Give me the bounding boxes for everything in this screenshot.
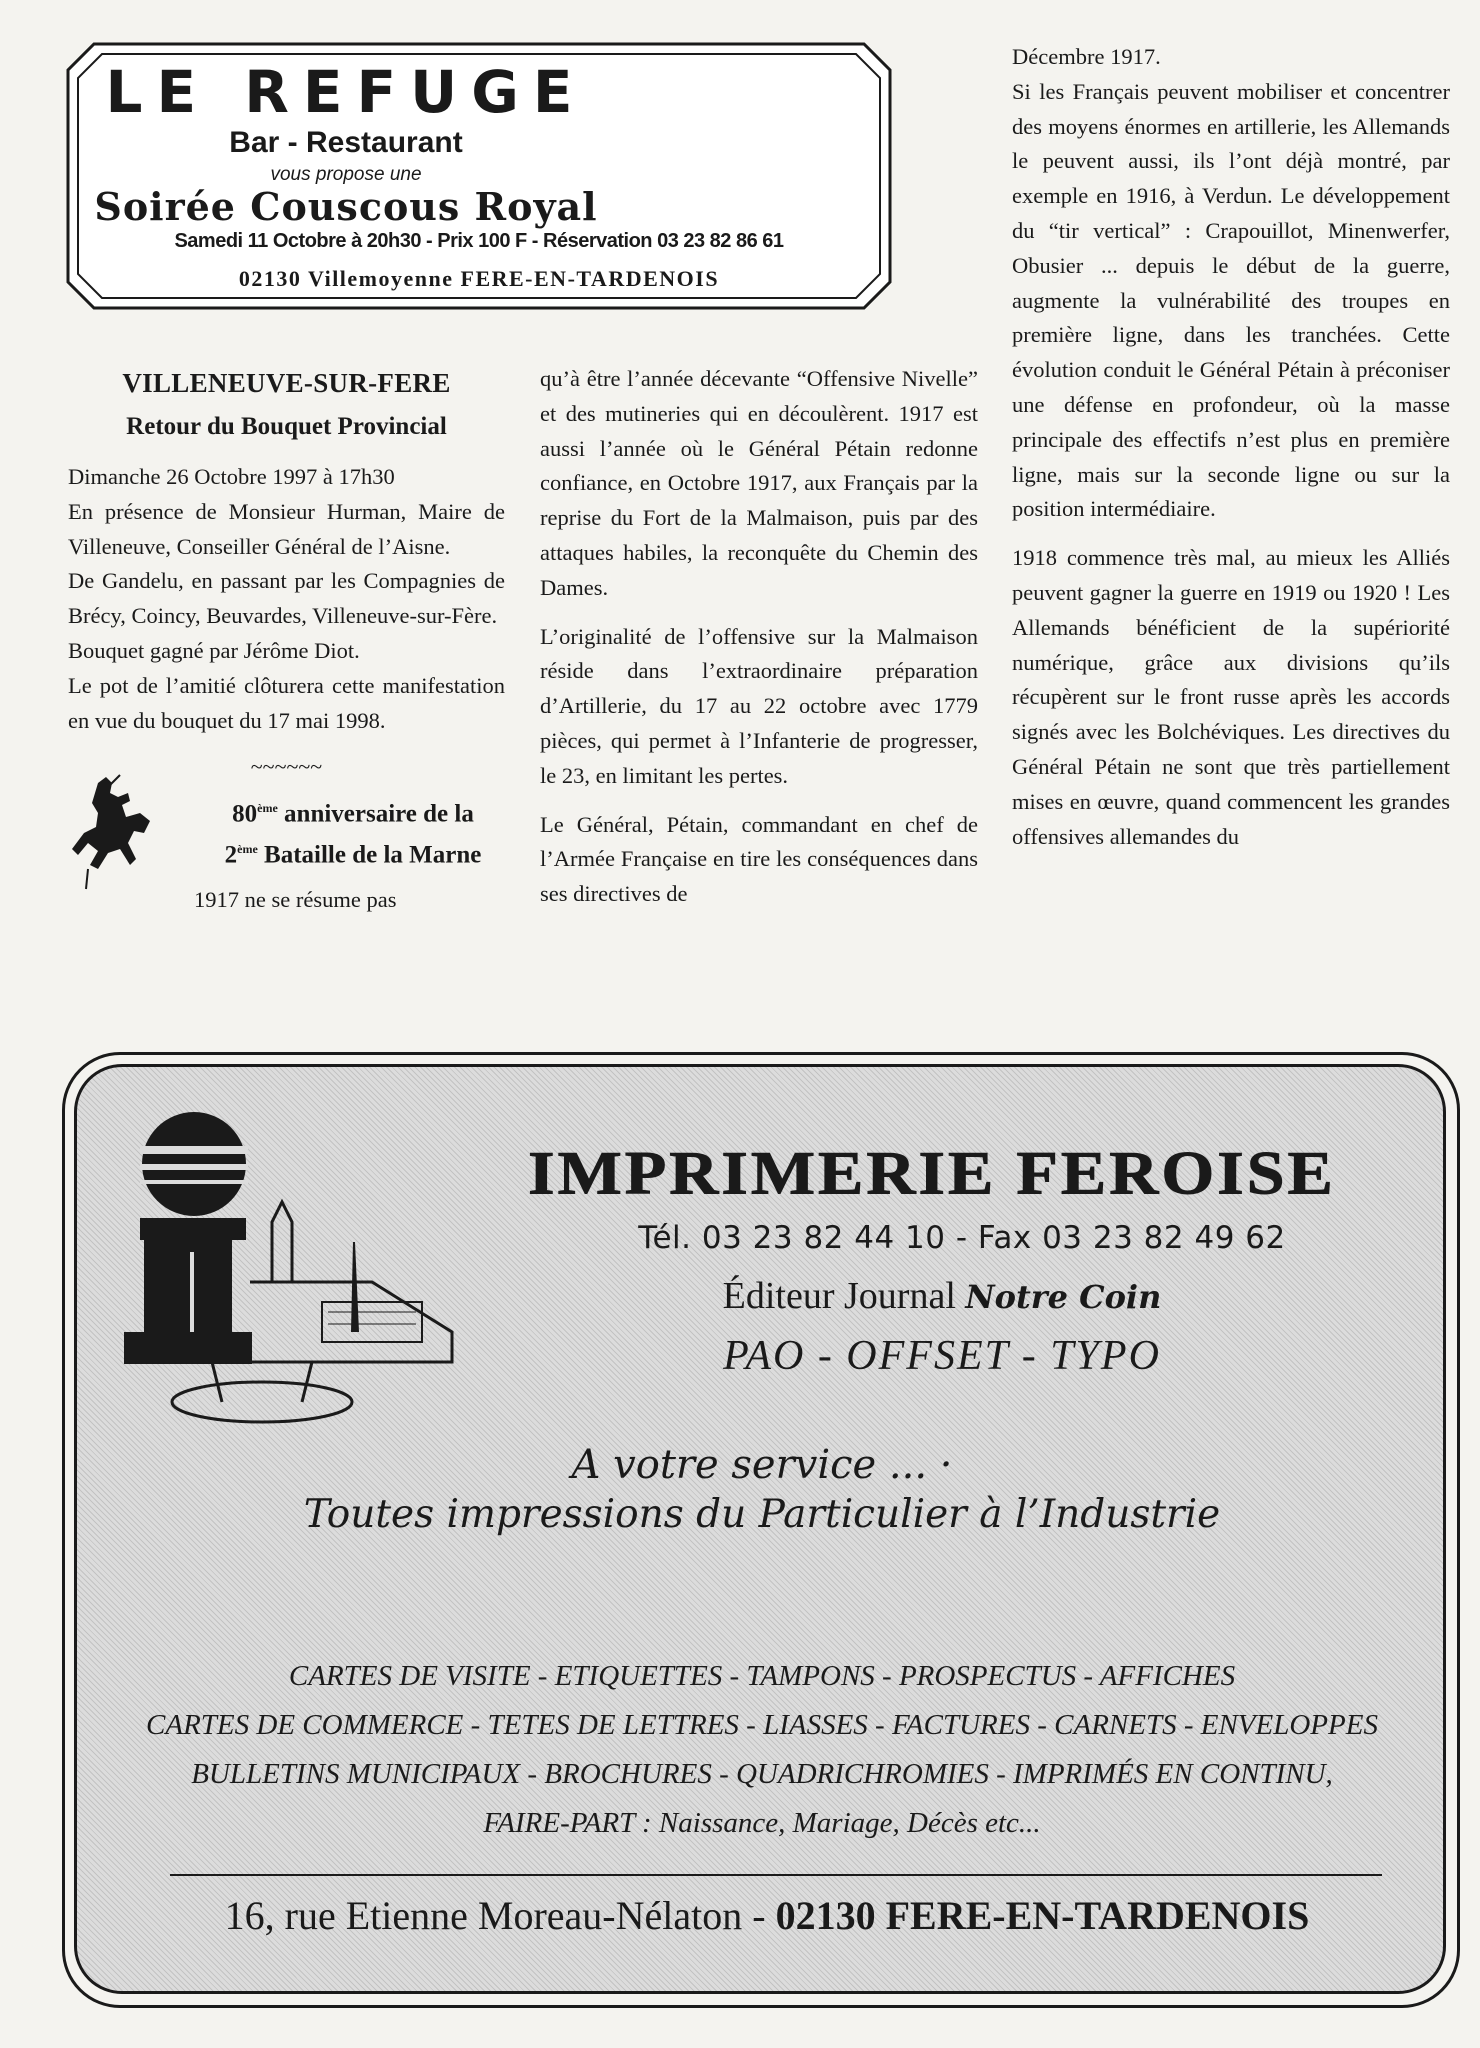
imprimerie-phone: Tél. 03 23 82 44 10 - Fax 03 23 82 49 62 [638,1220,1286,1256]
article-paragraph: 1918 commence très mal, au mieux les Alliés peuvent gagner la guerre en 1919 ou 1920 ! Les Allemands bénéficient de la supériorité numérique, grâce aux divisions qu’ils récupèrent sur le front russe après les accords signés avec les Bolchéviques. Les directives du Général Pétain ne sont que très partiellement mises en œuvre, quand commencent les grandes offensives allemandes du [1012,545,1450,849]
article-paragraph: Si les Français peuvent mobiliser et concentrer des moyens énormes en artillerie, les Allemands le peuvent aussi, ils l’ont déjà montré, par exemple en 1916, à Verdun. Le développement du “tir vertical” : Crapouillot, Minenwerfer, Obusier ... depuis le début de la guerre, augmente la vulnérabilité des troupes en première ligne, dans les tranchées. Cette évolution conduit le Général Pétain à préconiser une défense en profondeur, où la masse principale des effectifs n’est plus en première ligne, mais sur la seconde ligne ou sur la position intermédiaire. [1012,78,1450,522]
article-paragraph: Décembre 1917. [1012,44,1161,69]
article-paragraph: Bouquet gagné par Jérôme Diot. [68,637,360,663]
article-subheading: Retour du Bouquet Provincial [126,413,447,440]
refuge-address: 02130 Villemoyenne FERE-EN-TARDENOIS [238,266,720,291]
column-left [68,362,505,918]
column-right [1012,40,1450,868]
column-middle [540,362,978,926]
product-line: BULLETINS MUNICIPAUX - BROCHURES - QUADRICHROMIES - IMPRIMÉS EN CONTINU, [191,1758,1333,1790]
refuge-propose: vous propose une [270,164,422,185]
product-line: FAIRE-PART : Naissance, Mariage, Décès etc... [483,1807,1041,1839]
divider [170,1874,1382,1876]
article-paragraph: Dimanche 26 Octobre 1997 à 17h30 [68,464,395,489]
article-paragraph: 1917 ne se résume pas [194,887,397,913]
imprimerie-services: PAO - OFFSET - TYPO [723,1333,1161,1379]
product-line: CARTES DE COMMERCE - TETES DE LETTRES - LIASSES - FACTURES - CARNETS - ENVELOPPES [146,1709,1378,1741]
article-heading: VILLENEUVE-SUR-FERE [122,368,451,398]
article-paragraph: Le pot de l’amitié clôturera cette manifestation en vue du bouquet du 17 mai 1998. [68,672,505,733]
article-paragraph: qu’à être l’année décevante “Offensive Nivelle” et des mutineries qui en découlèrent. 1917 est aussi l’année où le Général Pétain redonne confiance, en Octobre 1917, aux Français par la reprise du Fort de la Malmaison, puis par des attaques habiles, la reconquête du Chemin des Dames. [540,366,978,600]
imprimerie-editor: Éditeur Journal Notre Coin [722,1275,1162,1317]
imprimerie-advertisement [62,1052,1458,2006]
product-line: CARTES DE VISITE - ETIQUETTES - TAMPONS - PROSPECTUS - AFFICHES [288,1660,1236,1692]
imprimerie-service-line: A votre service ... · [571,1442,953,1488]
refuge-name: LE REFUGE [105,58,587,126]
imprimerie-tagline: Toutes impressions du Particulier à l’Industrie [303,1492,1221,1537]
refuge-event: Soirée Couscous Royal [94,184,598,229]
article-paragraph: En présence de Monsieur Hurman, Maire de Villeneuve, Conseiller Général de l’Aisne. [68,498,505,559]
article-paragraph: De Gandelu, en passant par les Compagnies de Brécy, Coincy, Beuvardes, Villeneuve-sur-Fère. [68,568,505,629]
article-body [68,460,505,738]
anniversary-title: 80ème anniversaire de la 2ème Bataille de la Marne [224,800,482,868]
horseman-icon [68,773,158,893]
refuge-details: Samedi 11 Octobre à 20h30 - Prix 100 F - Réservation 03 23 82 86 61 [174,230,784,252]
separator: ~~~~~~ [250,754,323,780]
journal-name: Notre Coin [965,1278,1162,1316]
imprimerie-logo [122,1102,482,1482]
article-paragraph: Le Général, Pétain, commandant en chef de l’Armée Française en tire les conséquences dans ses directives de [540,811,978,907]
anniversary-header [68,791,505,883]
imprimerie-products [102,1652,1422,1848]
imprimerie-title: IMPRIMERIE FEROISE [528,1138,1336,1208]
imprimerie-address: 16, rue Etienne Moreau-Nélaton - 02130 FERE-EN-TARDENOIS [224,1893,1310,1938]
refuge-type: Bar - Restaurant [229,126,463,159]
refuge-advertisement [66,42,892,310]
article-paragraph: L’originalité de l’offensive sur la Malmaison réside dans l’extraordinaire préparation d’Artillerie, du 17 au 22 octobre avec 1779 pièces, qui permet à l’Infanterie de progresser, le 23, en limitant les pertes. [540,623,978,788]
